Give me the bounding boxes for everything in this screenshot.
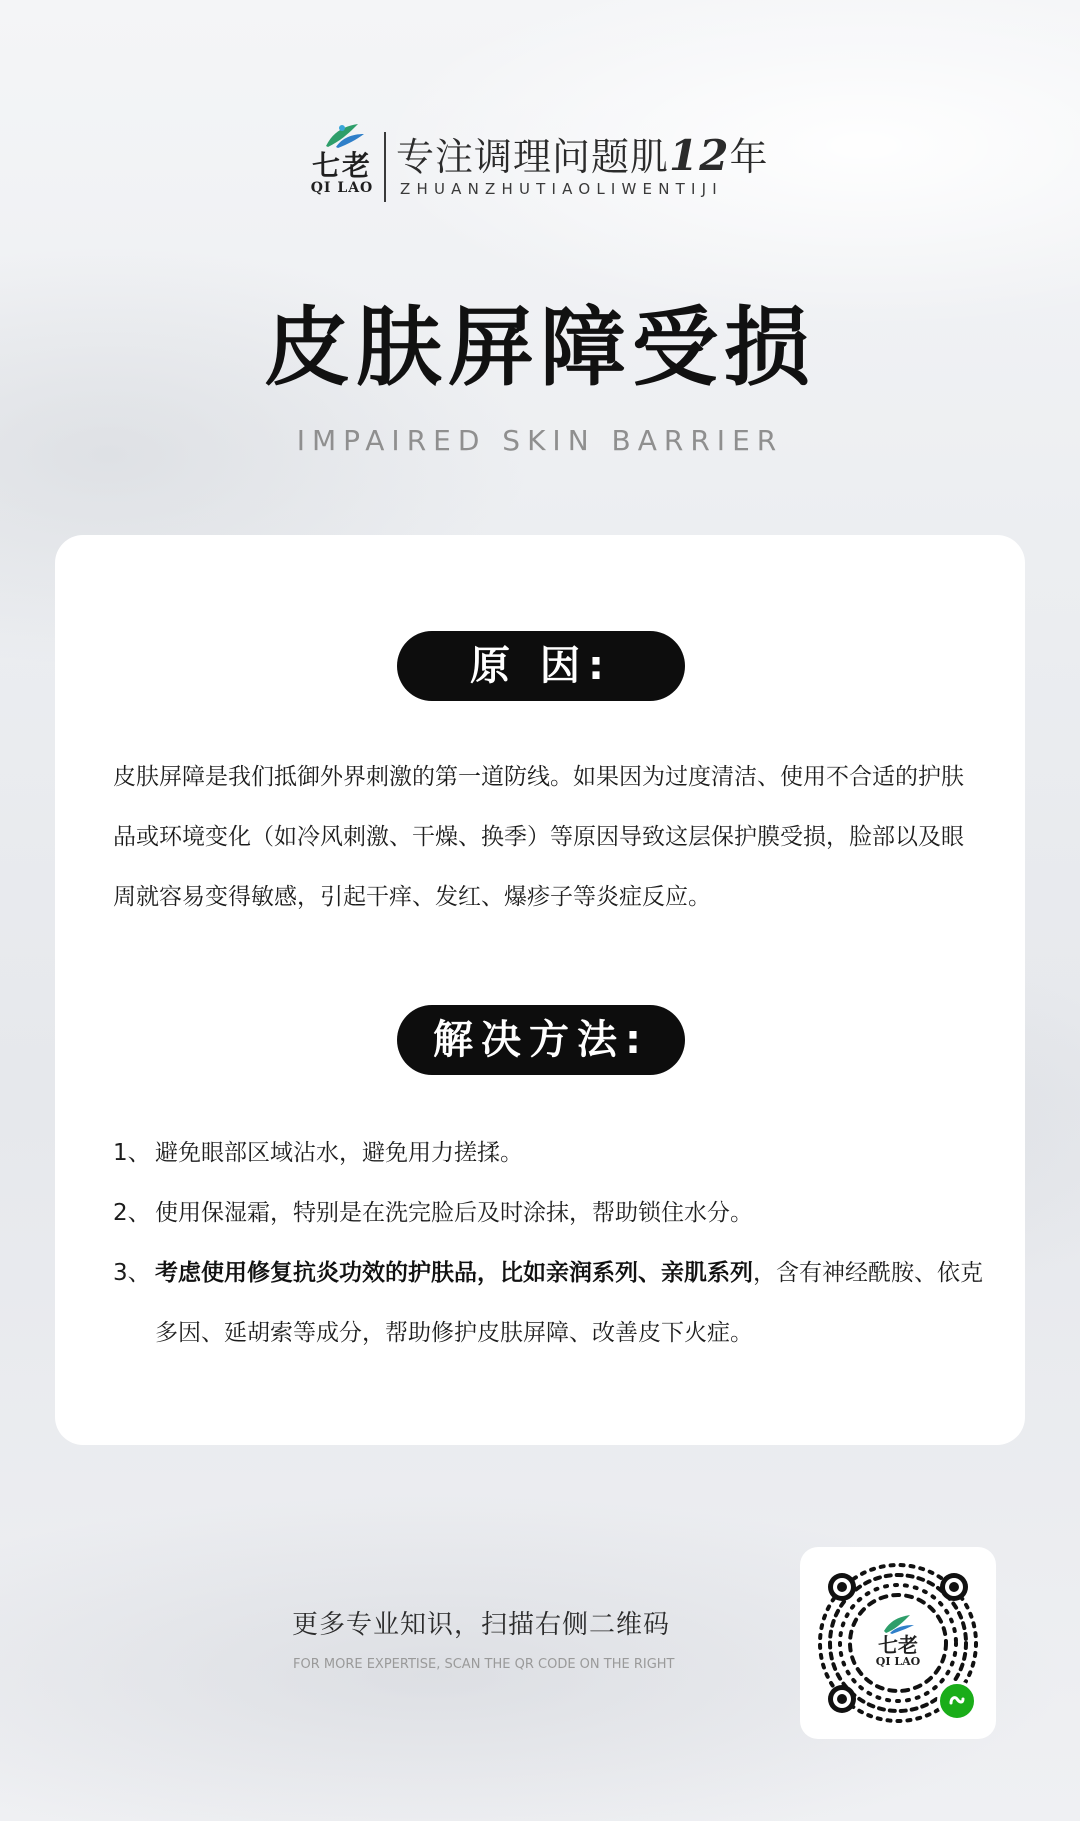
slogan-suffix: 年 bbox=[729, 135, 769, 179]
list-item bbox=[113, 1243, 1003, 1363]
page-subtitle: IMPAIRED SKIN BARRIER bbox=[296, 424, 784, 457]
cause-paragraph: 皮肤屏障是我们抵御外界刺激的第一道防线。如果因为过度清洁、使用不合适的护肤品或环境变化（如冷风刺激、干燥、换季）等原因导致这层保护膜受损，脸部以及眼周就容易变得敏感，引起干痒、发红、爆疹子等炎症反应。 bbox=[113, 764, 964, 910]
solution-heading: 解决方法: bbox=[397, 1005, 685, 1075]
logo-hanzi: 七老 bbox=[311, 149, 372, 182]
qr-logo-hanzi: 七老 bbox=[878, 1633, 918, 1657]
list-text: 避免眼部区域沾水，避免用力搓揉。 bbox=[155, 1140, 523, 1166]
logo-divider bbox=[384, 132, 386, 202]
brand-slogan bbox=[396, 126, 768, 181]
list-number: 2、 bbox=[113, 1200, 151, 1226]
footer-caption-en: FOR MORE EXPERTISE, SCAN THE QR CODE ON THE RIGHT bbox=[293, 1657, 675, 1672]
solution-list bbox=[113, 1123, 1003, 1363]
list-number: 1、 bbox=[113, 1140, 151, 1166]
list-text-bold: 考虑使用修复抗炎功效的护肤品，比如亲润系列、亲肌系列 bbox=[155, 1260, 753, 1286]
brand-header bbox=[0, 118, 1080, 208]
list-text: 使用保湿霜，特别是在洗完脸后及时涂抹，帮助锁住水分。 bbox=[155, 1200, 753, 1226]
mini-program-qr-code[interactable] bbox=[800, 1547, 996, 1739]
slogan-pinyin: ZHUANZHUTIAOLIWENTIJI bbox=[400, 180, 723, 198]
slogan-years: 12 bbox=[669, 131, 730, 180]
content-card bbox=[55, 535, 1025, 1445]
footer-caption: 更多专业知识，扫描右侧二维码 bbox=[292, 1610, 671, 1640]
page-title: 皮肤屏障受损 bbox=[264, 298, 816, 398]
list-text: ，含有神经酰胺、依克多因、延胡索等成分，帮助修护皮肤屏障、改善皮下火症。 bbox=[155, 1260, 983, 1346]
logo-latin: QI LAO bbox=[310, 180, 374, 196]
cause-heading: 原 因: bbox=[397, 631, 685, 701]
list-number: 3、 bbox=[113, 1260, 151, 1286]
list-item bbox=[113, 1183, 1003, 1243]
brand-logo bbox=[306, 126, 378, 206]
slogan-text: 专注调理问题肌 bbox=[396, 135, 670, 179]
wechat-mini-program-icon bbox=[937, 1681, 977, 1721]
list-item bbox=[113, 1123, 1003, 1183]
qr-logo-latin: QI LAO bbox=[875, 1655, 921, 1668]
